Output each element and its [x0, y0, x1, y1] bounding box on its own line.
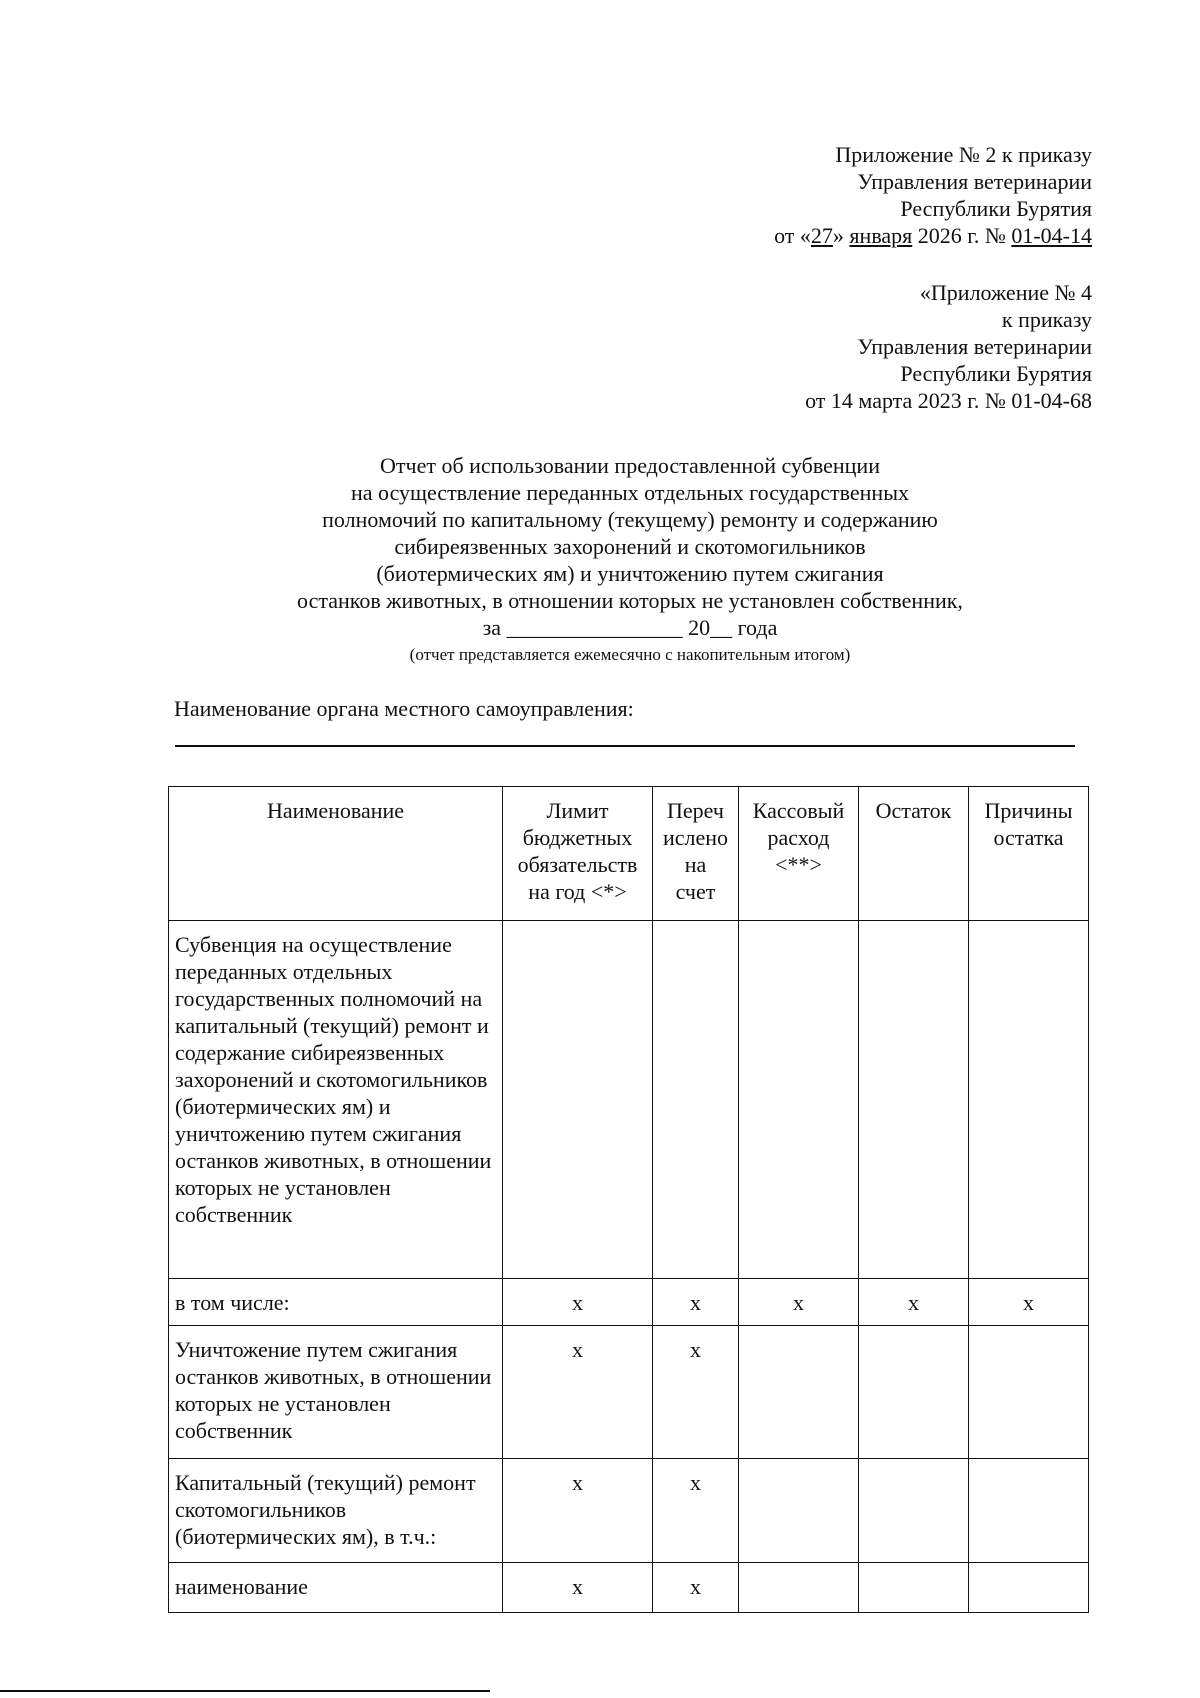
report-note: (отчет представляется ежемесячно с накопительным итогом) — [409, 645, 851, 664]
date-month: января — [849, 223, 913, 248]
appendix-line: Приложение № 2 к приказу — [835, 142, 1092, 167]
cell: x — [859, 1279, 969, 1326]
header-text: Остаток — [875, 798, 952, 823]
table-row — [169, 1459, 1089, 1563]
header-name — [169, 787, 503, 921]
table-row — [169, 921, 1089, 1279]
cell[interactable] — [739, 1459, 859, 1563]
cell: x — [653, 1459, 739, 1563]
header-text: Кассовый — [752, 798, 845, 823]
order-number: 01-04-14 — [1011, 223, 1092, 248]
title-line: останков животных, в отношении которых не установлен собственник, — [297, 588, 963, 613]
header-transferred — [653, 787, 739, 921]
cell[interactable] — [739, 1563, 859, 1613]
cell-name: Капитальный (текущий) ремонт скотомогильников (биотермических ям), в т.ч.: — [169, 1459, 503, 1563]
date-year: 2026 г. № — [912, 223, 1012, 248]
header-text: ислено — [662, 825, 729, 850]
appendix-line: Управления ветеринарии — [857, 169, 1092, 194]
appendix-header — [774, 141, 1092, 249]
cell[interactable] — [969, 1326, 1089, 1459]
title-line: на осуществление переданных отдельных государственных — [350, 480, 909, 505]
cell: x — [653, 1326, 739, 1459]
appendix-line: Республики Бурятия — [900, 196, 1092, 221]
header-text: на — [684, 852, 707, 877]
cell: x — [503, 1326, 653, 1459]
cell[interactable] — [969, 1459, 1089, 1563]
header-balance — [859, 787, 969, 921]
cell: x — [739, 1279, 859, 1326]
cell-name: Уничтожение путем сжигания останков животных, в отношении которых не установлен собственник — [169, 1326, 503, 1459]
cell[interactable] — [653, 921, 739, 1279]
header-text: Переч — [667, 798, 724, 823]
appendix-line: от 14 марта 2023 г. № 01-04-68 — [805, 388, 1092, 413]
original-appendix-header — [805, 279, 1092, 414]
cell-name: Субвенция на осуществление переданных отдельных государственных полномочий на капитальный (текущий) ремонт и содержание сибиреязвенных захоронений и скотомогильников (биотермических ям) и уничтожению путем сжигания останков животных, в отношении которых не установлен собственник — [169, 921, 503, 1279]
report-period — [0, 614, 1200, 641]
header-text: расход — [767, 825, 830, 850]
cell[interactable] — [859, 1326, 969, 1459]
date-prefix: от « — [774, 223, 811, 248]
table-row — [169, 1279, 1089, 1326]
appendix-line: Республики Бурятия — [900, 361, 1092, 386]
title-line: полномочий по капитальному (текущему) ремонту и содержанию — [322, 507, 938, 532]
table-row — [169, 1326, 1089, 1459]
header-text: Лимит — [546, 798, 609, 823]
org-label: Наименование органа местного самоуправления: — [174, 696, 634, 721]
header-reasons — [969, 787, 1089, 921]
cell-name: наименование — [169, 1563, 503, 1613]
report-table — [168, 786, 1089, 1613]
header-limit — [503, 787, 653, 921]
header-text: остатка — [993, 825, 1064, 850]
period-year: 20__ года — [688, 615, 778, 640]
cell[interactable] — [859, 921, 969, 1279]
cell[interactable] — [739, 921, 859, 1279]
page-edge-line — [0, 1690, 490, 1692]
org-name-line[interactable] — [175, 745, 1075, 747]
appendix-line: «Приложение № 4 — [919, 280, 1092, 305]
cell-name: в том числе: — [169, 1279, 503, 1326]
title-line: Отчет об использовании предоставленной субвенции — [380, 453, 880, 478]
header-text: бюджетных — [522, 825, 633, 850]
cell: x — [969, 1279, 1089, 1326]
cell[interactable] — [859, 1459, 969, 1563]
appendix-line: Управления ветеринарии — [857, 334, 1092, 359]
cell[interactable] — [859, 1563, 969, 1613]
title-line: сибиреязвенных захоронений и скотомогильников — [394, 534, 866, 559]
cell: x — [653, 1563, 739, 1613]
period-blank[interactable]: ________________ — [506, 615, 683, 640]
cell: x — [503, 1459, 653, 1563]
cell[interactable] — [739, 1326, 859, 1459]
header-text: Наименование — [266, 798, 405, 823]
date-sep: » — [832, 223, 850, 248]
header-text: обязательств — [517, 852, 638, 877]
header-cash-expense — [739, 787, 859, 921]
cell[interactable] — [969, 921, 1089, 1279]
header-text: счет — [675, 879, 716, 904]
table-row — [169, 1563, 1089, 1613]
period-prefix: за — [482, 615, 502, 640]
cell: x — [503, 1279, 653, 1326]
report-title — [0, 452, 1200, 668]
cell[interactable] — [503, 921, 653, 1279]
title-line: (биотермических ям) и уничтожению путем сжигания — [376, 561, 884, 586]
header-text: на год <*> — [528, 879, 627, 904]
appendix-date — [774, 222, 1092, 249]
cell[interactable] — [969, 1563, 1089, 1613]
cell: x — [503, 1563, 653, 1613]
table-header-row — [169, 787, 1089, 921]
appendix-line: к приказу — [1001, 307, 1092, 332]
header-text: <**> — [775, 852, 822, 877]
date-day: 27 — [810, 223, 833, 248]
cell: x — [653, 1279, 739, 1326]
header-text: Причины — [984, 798, 1073, 823]
